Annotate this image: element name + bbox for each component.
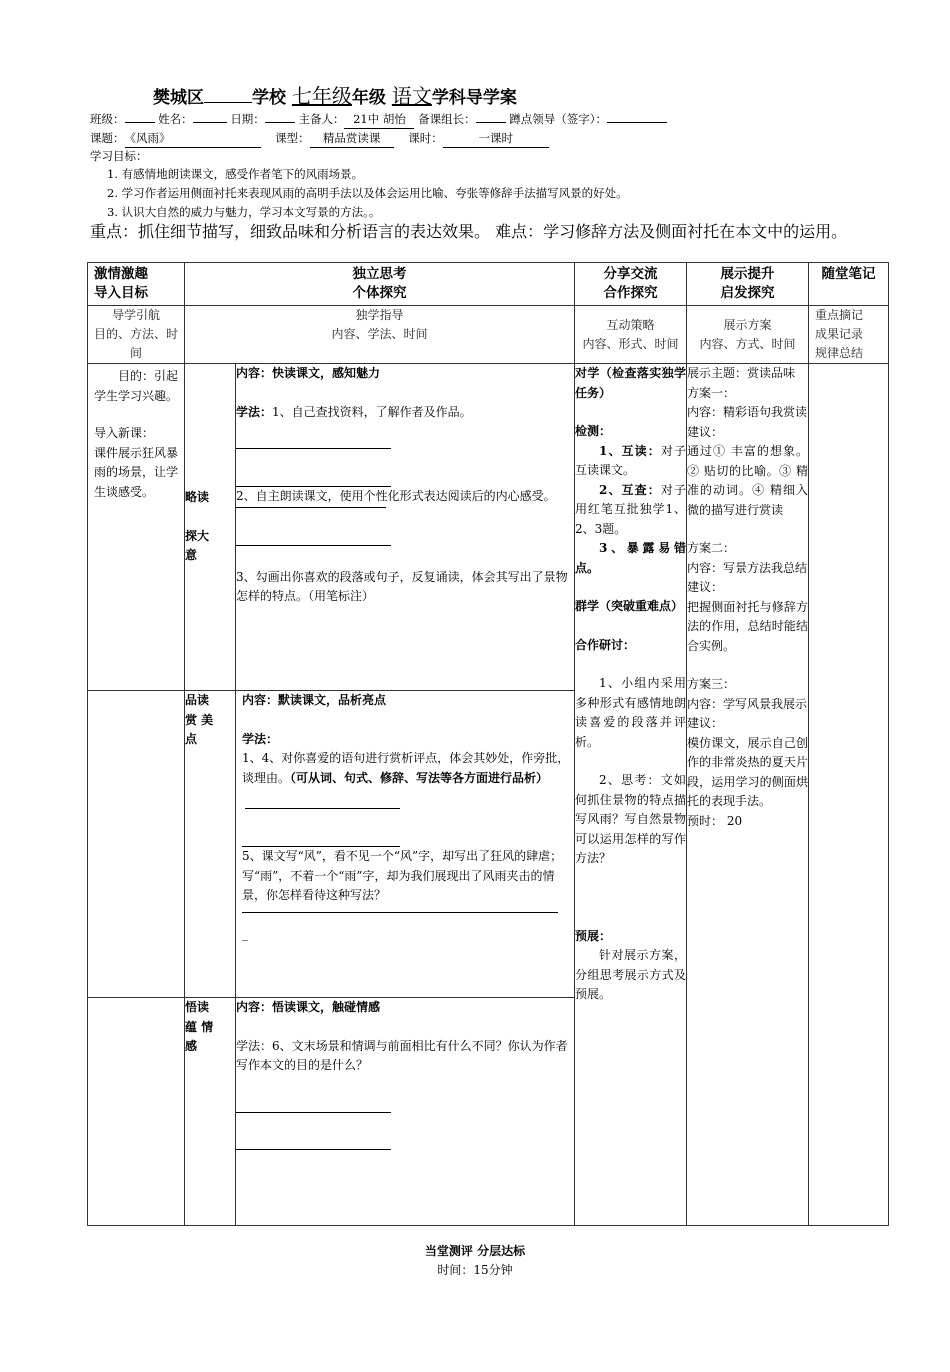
hezuo-2: 2、思考：文如何抓住景物的特点描写风雨？写自然景物可以运用怎样的写作方法？ [575,773,686,865]
preparer-label: 主备人： [298,112,345,126]
footer-title: 当堂测评 分层达标 [424,1244,526,1258]
grade-value: 七年级 [291,84,352,108]
stage-2-line1: 品读 [185,693,210,707]
key-points: 重点：抓住细节描写，细致品味和分析语言的表达效果。 难点：学习修辞方法及侧面衬托在本文中的运用。 [90,222,848,241]
meta-line-2 [90,129,549,148]
section-3-q6: 学法：6、文末场景和情调与前面相比有什么不同？你认为作者写作本文的目的是什么？ [236,1038,568,1072]
check-1: 1、互读：对子互读课文。 [575,443,686,477]
duixue-text: 对学（检查落实独学任务） [575,366,686,400]
supervisor-label: 蹲点领导（签字）： [509,112,608,126]
plan-2-content: 内容：写景方法我总结 [687,560,808,575]
display-topic: 展示主题：赏读品味 [687,366,796,380]
goal-item-2: 2. 学习作者运用侧面衬托来表现风雨的高明手法以及体会运用比喻、夸张等修辞手法描写风景的好处。 [107,186,628,200]
intro-purpose: 目的：引起学生学习兴趣。 [94,369,179,403]
stage-2-line3: 点 [185,732,198,746]
leader-label: 备课组长： [418,112,476,126]
period-value: 一课时 [443,129,549,148]
section-2-content: 内容：默读课文，品析亮点 [242,693,387,707]
stage-1-line2: 探大意 [185,528,210,563]
plan-3-suggest: 模仿课文，展示自己创作的非常炎热的夏天片段，运用学习的侧面烘托的表现手法。 [687,735,808,808]
header-col5: 随堂笔记 [809,263,889,306]
header-col3: 分享交流 合作探究 [575,263,687,306]
supervisor-field[interactable] [607,122,667,123]
intro-new-lesson-label: 导入新课： [94,426,155,440]
plan-3-content: 内容：学写风景我展示 [687,696,808,711]
task-cell-2 [236,691,575,998]
stage-2-line2: 赏 美 [185,712,214,727]
plan-3-suggest-label: 建议： [687,716,724,730]
check-label: 检测： [575,424,612,438]
topic-label: 课题： [90,131,125,145]
stage-3-line2: 蕴 情 [185,1019,214,1034]
date-field[interactable] [265,122,295,123]
task-cell-3 [236,998,575,1226]
plan-1-suggest: 通过① 丰富的想象。 ② 贴切的比喻。③ 精准的动词。④ 精细入微的描写进行赏读 [687,444,808,517]
section-2-q5: 5、课文写“风”，看不见一个“风”字，却写出了狂风的肆虐；写“雨”，不着一个“雨”字，却为我们展现出了风雨夹击的情景，你怎样看待这种写法？ [242,849,563,902]
subject-label: 学科导学案 [431,88,517,108]
name-field[interactable] [193,122,227,123]
plan-3-label: 方案三： [687,677,736,691]
date-label: 日期： [230,112,265,126]
header-col1: 激情激趣 导入目标 [88,263,185,306]
plan-1-suggest-label: 建议： [687,424,724,439]
leader-field[interactable] [476,122,506,123]
section-1-q2: 2、自主朗读课文，使用个性化形式表达阅读后的内心感受。 [236,489,556,503]
class-field[interactable] [125,122,155,123]
notes-cell[interactable] [809,364,889,1226]
header-col2: 独立思考 个体探究 [185,263,575,306]
hezuo-label: 合作研讨： [575,637,636,652]
subheader-col1: 导学引航 目的、方法、时 间 [88,306,185,364]
plan-2-label: 方案二： [687,541,736,555]
study-table [87,262,889,1226]
section-2-method-label: 学法： [242,731,279,746]
section-1-method-text: 1、自己查找资料，了解作者及作品。 [272,404,472,419]
subheader-row [88,306,889,364]
cooperate-cell [575,364,687,1226]
header-row [88,263,889,306]
name-label: 姓名： [158,112,193,126]
stage-3-line3: 感 [185,1039,198,1053]
type-label: 课型： [275,131,310,145]
hezuo-1: 1、小组内采用多种形式有感情地朗读喜爱的段落并评析。 [575,676,686,749]
header-col4: 展示提升 启发探究 [687,263,809,306]
section-2-q4: 1、4、对你喜爱的语句进行赏析评点，体会其妙处，作旁批，谈理由。（可从词、句式、修辞、写法等各方面进行品析） [242,751,570,785]
period-label: 课时： [408,131,443,145]
subheader-col4: 展示方案 内容、方式、时间 [687,306,809,364]
stage-1-line1: 略读 [185,490,210,505]
school-label: 学校 [252,88,286,108]
goals-label: 学习目标： [90,149,148,163]
section-1-content: 内容：快读课文，感知魅力 [236,366,381,380]
intro-new-lesson-text: 课件展示狂风暴雨的场景，让学生谈感受。 [94,445,179,499]
goal-item-1: 1. 有感情地朗读课文，感受作者笔下的风雨场景。 [107,167,364,181]
stage-3-line1: 悟读 [185,1000,210,1014]
check-3: 3、暴露易错点。 [575,541,686,575]
page-title [0,80,950,109]
stage-cell-1 [185,364,236,691]
footer-time: 时间：15分钟 [437,1263,513,1277]
yuzhan-label: 预展： [575,928,612,943]
yuzhan-text: 针对展示方案，分组思考展示方式及预展。 [575,948,686,1001]
grade-label: 年级 [351,88,386,108]
subheader-col3: 互动策略 内容、形式、时间 [575,306,687,364]
section-1-method: 学法：1、自己查找资料，了解作者及作品。 [236,404,472,419]
school-blank [204,88,252,103]
topic-value: 《风雨》 [125,129,261,148]
task-cell-1 [236,364,575,691]
check-2: 2、互查：对子用红笔互批独学1、2、3题。 [575,482,686,536]
class-label: 班级： [90,112,125,126]
intro-cell-empty-2 [88,691,185,998]
plan-1-content: 内容：精彩语句我赏读 [687,405,808,419]
plan-1-label: 方案一： [687,385,736,400]
display-time: 预时： 20 [687,813,743,828]
type-value: 精品赏读课 [310,129,394,148]
display-cell [687,364,809,1226]
qunxue-text: 群学（突破重难点） [575,599,684,613]
section-row-1 [88,364,889,691]
plan-2-suggest-label: 建议： [687,580,724,594]
intro-cell [88,364,185,691]
plan-2-suggest: 把握侧面衬托与修辞方法的作用，总结时能结合实例。 [687,599,808,653]
section-1-q3: 3、勾画出你喜欢的段落或句子，反复诵读，体会其写出了景物怎样的特点。（用笔标注） [236,569,568,603]
section-3-content: 内容：悟读课文，触碰情感 [236,1000,381,1014]
answer-line[interactable] [236,1149,391,1150]
stage-cell-3 [185,998,236,1226]
district-label: 樊城区 [153,88,204,108]
intro-cell-empty-3 [88,998,185,1226]
stage-cell-2 [185,691,236,998]
section-2-dash: _ [242,926,248,941]
preparer-value: 21中 胡怡 [344,110,414,129]
subheader-col2: 独学指导 内容、学法、时间 [185,306,575,364]
goal-item-3: 3. 认识大自然的威力与魅力，学习本文写景的方法。。 [107,205,381,219]
meta-line-1 [90,110,667,129]
subject-value: 语文 [391,84,432,108]
subheader-col5: 重点摘记 成果记录 规律总结 [809,306,889,364]
